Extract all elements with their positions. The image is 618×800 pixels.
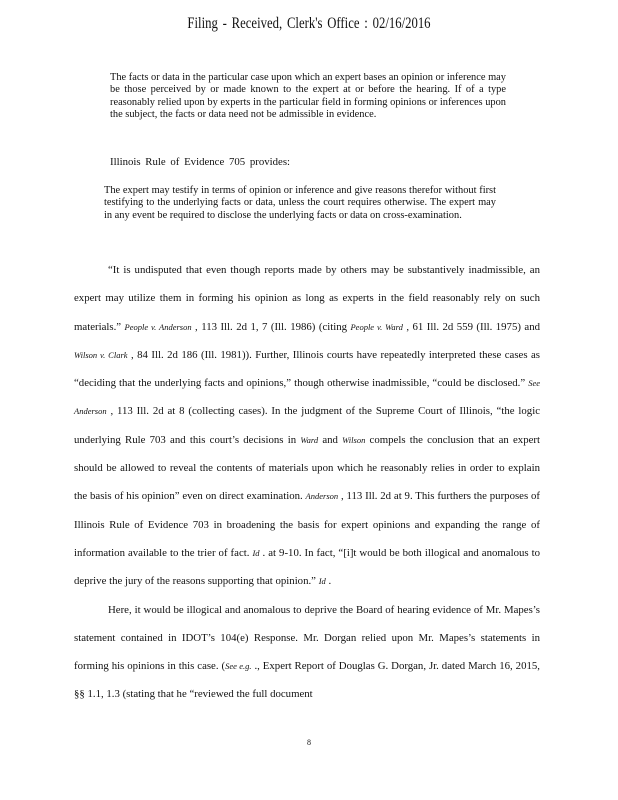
- quote-text: The expert may testify in terms of opinion or inference and give reasons therefor without first testifying to the underlying facts or data, unless the court requires otherwise. The expert may in any event be required to disclose the underlying facts or data on cross-examination.: [104, 185, 496, 221]
- case-citation: Wilson v. Clark: [74, 349, 128, 360]
- case-citation: Ward: [300, 434, 319, 445]
- case-citation: Wilson: [342, 434, 366, 445]
- paragraph-mapes: [74, 596, 540, 709]
- case-citation: People v. Anderson: [124, 321, 192, 332]
- paragraph-anderson: [74, 256, 540, 596]
- text-run: , 113 Ill. 2d at 8 (collecting cases). In the judgment of the Supreme Court of Illinois, “the logic underlying Rule 703 and this court’s decisions in: [74, 405, 540, 446]
- text-run: , 113 Ill. 2d at 9. This furthers the purposes of Illinois Rule of Evidence 703 in broadening the basis for expert opinions and expanding the range of information available to the trier of fact.: [74, 490, 540, 559]
- text-run: “It is undisputed that even though reports made by others may be substantively inadmissible, an expert may utilize them in forming his opinion as long as experts in the field reasonably rely on such materials.”: [74, 264, 540, 333]
- text-run: compels the conclusion that an expert should be allowed to reveal the contents of materials upon which he reasonably relies in order to explain the basis of his opinion” even on direct examination.: [74, 433, 540, 503]
- case-citation: See Anderson: [74, 378, 540, 417]
- text-run: Here, it would be illogical and anomalous to deprive the Board of hearing evidence of Mr. Mapes’s statement contained in IDOT’s 104(e) Response. Mr. Dorgan relied upon Mr. Mapes’s statements in forming his opinions in this case. (: [74, 603, 540, 673]
- text-run: . at 9-10. In fact, “[i]t would be both illogical and anomalous to deprive the jury of the reasons supporting that opinion.”: [74, 546, 540, 588]
- case-citation: Id: [318, 576, 326, 587]
- page-number: 8: [307, 738, 311, 747]
- block-quote-rule-703: [110, 72, 506, 122]
- text-run: , 84 Ill. 2d 186 (Ill. 1981)). Further, Illinois courts have repeatedly interpreted these cases as “deciding that the underlying facts and opinions,” though otherwise inadmissible, “could be disclosed.”: [74, 348, 540, 390]
- text-run: .: [325, 575, 332, 588]
- text-run: , 113 Ill. 2d 1, 7 (Ill. 1986) (citing: [191, 320, 351, 333]
- text-run: and: [318, 433, 343, 446]
- text-run: ., Expert Report of Douglas G. Dorgan, Jr. dated March 16, 2015, §§ 1.1, 1.3 (stating that he “reviewed the full document: [74, 660, 540, 701]
- case-citation: People v. Ward: [350, 321, 403, 332]
- case-citation: See e.g.: [225, 661, 252, 672]
- case-citation: Id: [252, 547, 260, 558]
- rule-705-intro: Illinois Rule of Evidence 705 provides:: [110, 156, 291, 168]
- block-quote-rule-705: [104, 185, 496, 222]
- text-run: , 61 Ill. 2d 559 (Ill. 1975) and: [402, 320, 540, 333]
- body-text: [74, 256, 540, 709]
- case-citation: Anderson: [305, 491, 339, 502]
- filing-header: Filing - Received, Clerk's Office : 02/16/2016: [187, 15, 431, 32]
- quote-text: The facts or data in the particular case upon which an expert bases an opinion or inference may be those perceived by or made known to the expert at or before the hearing. If of a type reasonably relied upon by experts in the particular field in forming opinions or inferences upon the subject, the facts or data need not be admissible in evidence.: [110, 72, 506, 121]
